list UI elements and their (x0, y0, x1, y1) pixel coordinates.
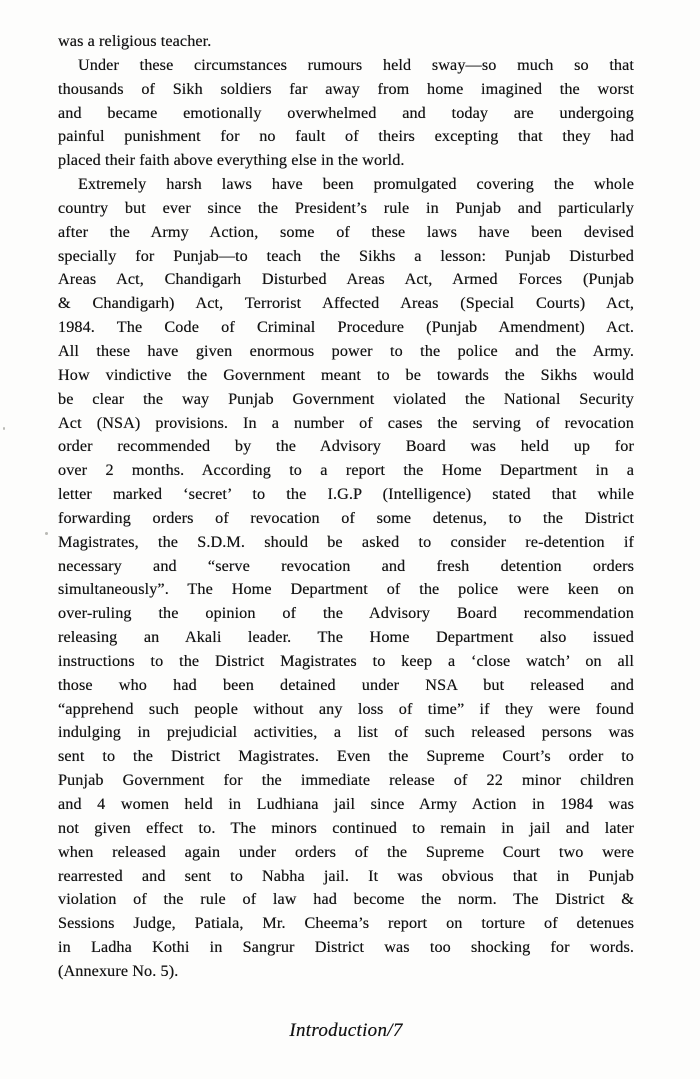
paragraph (58, 54, 634, 173)
text-line: thousands of Sikh soldiers far away from home imagined the worst (58, 79, 634, 98)
text-line: Under these circumstances rumours held sway—so much so that (78, 55, 634, 74)
text-line: (Annexure No. 5). (58, 961, 179, 980)
text-line: “apprehend such people without any loss of time” if they were found (58, 699, 634, 718)
text-line: Extremely harsh laws have been promulgated covering the whole (78, 175, 634, 194)
text-line: All these have given enormous power to the police and the Army. (58, 341, 634, 360)
text-line: How vindictive the Government meant to be towards the Sikhs would (58, 365, 634, 384)
text-line: and became emotionally overwhelmed and today are undergoing (58, 103, 634, 122)
text-line: when released again under orders of the Supreme Court two were (58, 842, 634, 861)
text-line: not given effect to. The minors continued to remain in jail and later (58, 818, 634, 837)
text-line: 1984. The Code of Criminal Procedure (Punjab Amendment) Act. (58, 318, 634, 337)
text-line: necessary and “serve revocation and fresh detention orders (58, 556, 634, 575)
text-line: Magistrates, the S.D.M. should be asked to consider re-detention if (58, 532, 634, 551)
text-line: rearrested and sent to Nabha jail. It was obvious that in Punjab (58, 866, 634, 885)
running-footer: Introduction/7 (289, 1020, 403, 1041)
scan-speck (3, 427, 5, 430)
scan-speck (45, 532, 48, 535)
text-line: was a religious teacher. (58, 32, 212, 50)
text-line: letter marked ‘secret’ to the I.G.P (Intelligence) stated that while (58, 485, 634, 504)
text-line: after the Army Action, some of these laws have been devised (58, 222, 634, 241)
text-line: instructions to the District Magistrates to keep a ‘close watch’ on all (58, 651, 634, 670)
paragraph (58, 30, 634, 54)
text-line: order recommended by the Advisory Board was held up for (58, 437, 634, 456)
text-line: and 4 women held in Ludhiana jail since Army Action in 1984 was (58, 795, 634, 813)
text-line: over-ruling the opinion of the Advisory Board recommendation (58, 604, 634, 623)
text-line: Sessions Judge, Patiala, Mr. Cheema’s report on torture of detenues (58, 914, 634, 933)
text-line: releasing an Akali leader. The Home Department also issued (58, 628, 634, 647)
text-line: forwarding orders of revocation of some detenus, to the District (58, 508, 634, 527)
text-line: placed their faith above everything else in the world. (58, 151, 405, 170)
text-line: & Chandigarh) Act, Terrorist Affected Areas (Special Courts) Act, (58, 294, 634, 313)
text-line: Areas Act, Chandigarh Disturbed Areas Act, Armed Forces (Punjab (58, 270, 634, 289)
text-line: specially for Punjab—to teach the Sikhs a lesson: Punjab Disturbed (58, 246, 634, 265)
text-line: painful punishment for no fault of theirs excepting that they had (58, 127, 634, 146)
text-line: Punjab Government for the immediate release of 22 minor children (58, 771, 634, 790)
text-line: violation of the rule of law had become the norm. The District & (58, 890, 634, 909)
text-line: be clear the way Punjab Government violated the National Security (58, 389, 634, 408)
text-line: in Ladha Kothi in Sangrur District was too shocking for words. (58, 938, 634, 957)
text-line: indulging in prejudicial activities, a list of such released persons was (58, 723, 634, 742)
page-body (58, 30, 634, 984)
text-line: simultaneously”. The Home Department of the police were keen on (58, 580, 634, 599)
text-line: over 2 months. According to a report the Home Department in a (58, 461, 634, 480)
text-line: sent to the District Magistrates. Even the Supreme Court’s order to (58, 747, 634, 766)
text-line: Act (NSA) provisions. In a number of cases the serving of revocation (58, 413, 634, 432)
text-line: country but ever since the President’s rule in Punjab and particularly (58, 198, 634, 217)
text-line: those who had been detained under NSA but released and (58, 675, 634, 694)
paragraph (58, 173, 634, 984)
